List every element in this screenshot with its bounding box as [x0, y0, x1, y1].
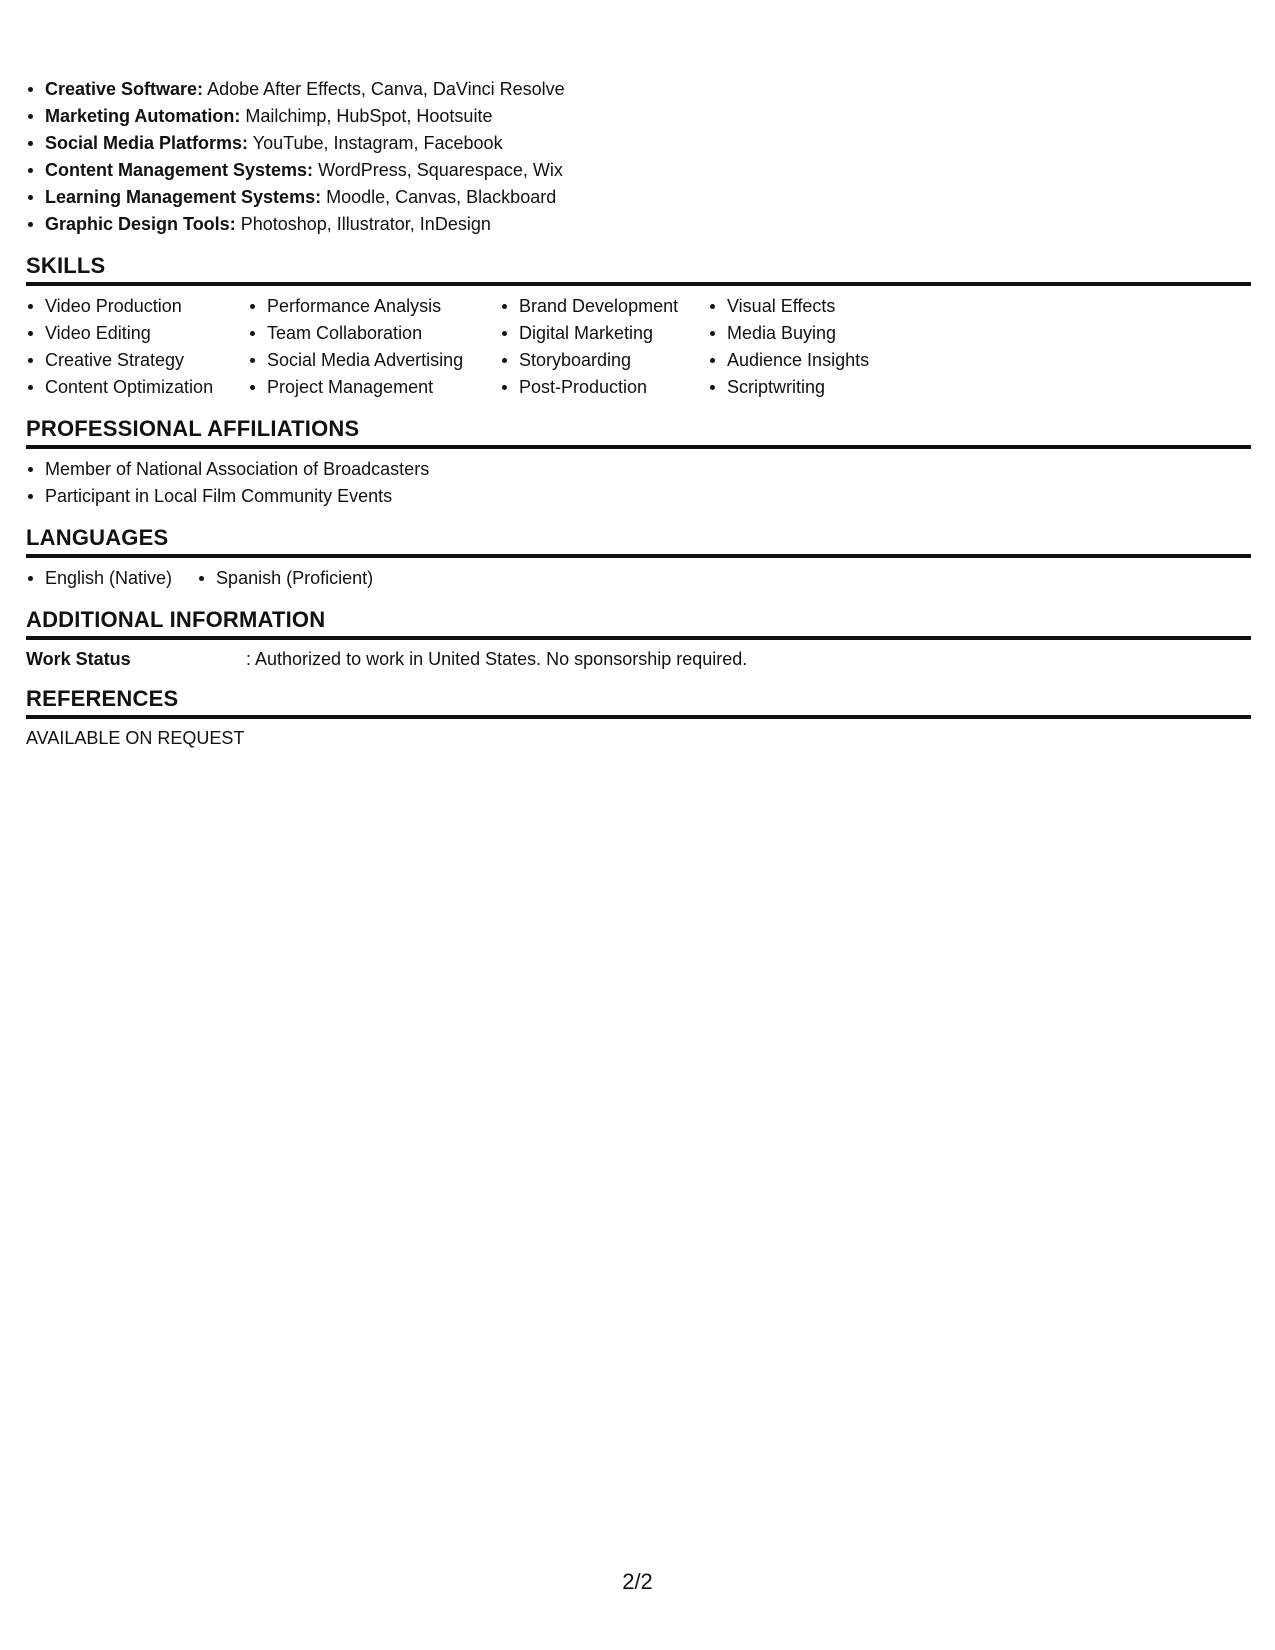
tool-value: YouTube, Instagram, Facebook: [252, 133, 503, 153]
skill-item: Performance Analysis: [248, 293, 500, 320]
skill-item: Post-Production: [500, 374, 708, 401]
skill-item: Audience Insights: [708, 347, 908, 374]
section-title: REFERENCES: [26, 685, 1251, 719]
work-status-row: [26, 640, 1251, 671]
tool-label: Graphic Design Tools:: [45, 214, 236, 234]
list-item: Participant in Local Film Community Events: [26, 483, 1251, 510]
tool-value: Moodle, Canvas, Blackboard: [326, 187, 557, 207]
skill-item: Content Optimization: [26, 374, 248, 401]
skill-item: Storyboarding: [500, 347, 708, 374]
skill-item: Video Editing: [26, 320, 248, 347]
skill-item: Visual Effects: [708, 293, 908, 320]
tool-label: Learning Management Systems:: [45, 187, 322, 207]
skill-item: Video Production: [26, 293, 248, 320]
page-number: 2/2: [622, 1569, 653, 1594]
skills-column: [248, 293, 500, 401]
skill-item: Project Management: [248, 374, 500, 401]
tool-label: Marketing Automation:: [45, 106, 241, 126]
list-item: Member of National Association of Broadcasters: [26, 456, 1251, 483]
tool-label: Creative Software:: [45, 79, 204, 99]
skills-grid: [26, 286, 1251, 401]
references-text: AVAILABLE ON REQUEST: [26, 728, 245, 748]
skill-item: Media Buying: [708, 320, 908, 347]
section-title: SKILLS: [26, 252, 1251, 286]
tool-value: Mailchimp, HubSpot, Hootsuite: [245, 106, 493, 126]
list-item: [26, 184, 1251, 211]
tool-value: Adobe After Effects, Canva, DaVinci Resolve: [207, 79, 565, 99]
tool-label: Social Media Platforms:: [45, 133, 249, 153]
tool-label: Content Management Systems:: [45, 160, 314, 180]
language-item: Spanish (Proficient): [197, 565, 373, 592]
affiliations-section: [26, 415, 1251, 510]
list-item: [26, 211, 1251, 238]
references-section: [26, 685, 1251, 750]
skill-item: Social Media Advertising: [248, 347, 500, 374]
resume-page: [26, 76, 1251, 750]
language-item: English (Native): [26, 565, 172, 592]
additional-info-section: [26, 606, 1251, 671]
tools-list: [26, 76, 1251, 238]
skill-item: Brand Development: [500, 293, 708, 320]
languages-section: [26, 524, 1251, 592]
list-item: [26, 76, 1251, 103]
languages-list: [26, 558, 1251, 592]
list-item: [26, 157, 1251, 184]
skills-column: [708, 293, 908, 401]
work-status-label: Work Status: [26, 649, 131, 669]
affiliations-list: [26, 449, 1251, 510]
skills-column: [26, 293, 248, 401]
skill-item: Team Collaboration: [248, 320, 500, 347]
section-title: PROFESSIONAL AFFILIATIONS: [26, 415, 1251, 449]
tool-value: Photoshop, Illustrator, InDesign: [240, 214, 491, 234]
list-item: [26, 103, 1251, 130]
section-title: LANGUAGES: [26, 524, 1251, 558]
list-item: [26, 130, 1251, 157]
skill-item: Scriptwriting: [708, 374, 908, 401]
skill-item: Digital Marketing: [500, 320, 708, 347]
skills-column: [500, 293, 708, 401]
skills-section: [26, 252, 1251, 401]
tool-value: WordPress, Squarespace, Wix: [318, 160, 563, 180]
skill-item: Creative Strategy: [26, 347, 248, 374]
work-status-value: : Authorized to work in United States. No sponsorship required.: [246, 649, 748, 669]
section-title: ADDITIONAL INFORMATION: [26, 606, 1251, 640]
